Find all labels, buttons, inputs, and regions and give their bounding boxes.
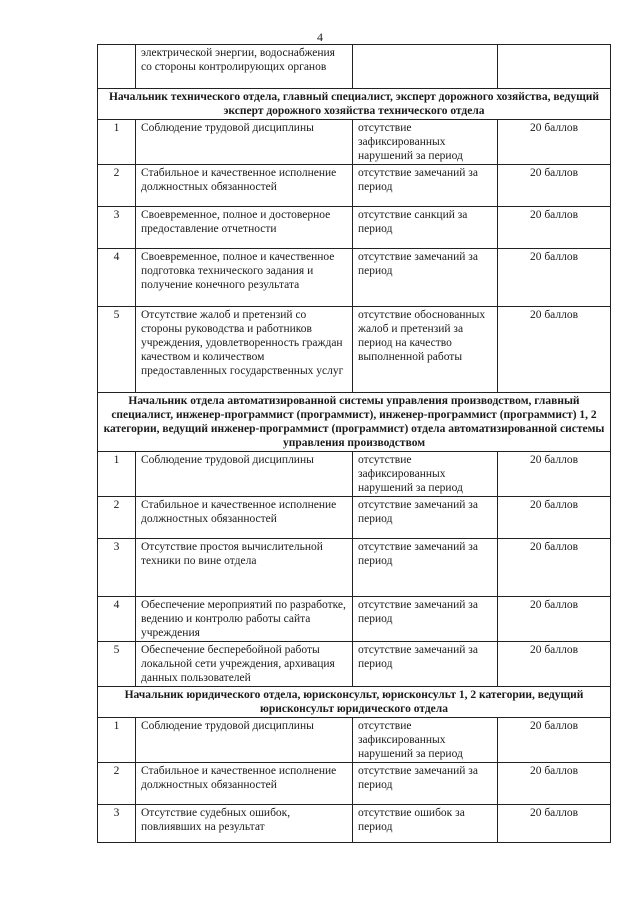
criterion-cell: Стабильное и качественное исполнение должностных обязанностей [136, 165, 353, 207]
section-title: Начальник технического отдела, главный специалист, эксперт дорожного хозяйства, ведущий эксперт дорожного хозяйства технического отдела [98, 89, 611, 120]
section-title: Начальник юридического отдела, юрисконсульт, юрисконсульт 1, 2 категории, ведущий юрисконсульт юридического отдела [98, 687, 611, 718]
row-number: 5 [98, 642, 136, 687]
criterion-cell: Отсутствие простоя вычислительной техники по вине отдела [136, 539, 353, 597]
condition-cell: отсутствие зафиксированных нарушений за период [353, 120, 498, 165]
table-row [98, 165, 611, 207]
condition-cell: отсутствие замечаний за период [353, 165, 498, 207]
page-number: 4 [317, 30, 323, 44]
table-row [98, 597, 611, 642]
row-number: 4 [98, 597, 136, 642]
condition-cell [353, 45, 498, 89]
criterion-cell: Стабильное и качественное исполнение должностных обязанностей [136, 763, 353, 805]
criterion-cell: Обеспечение бесперебойной работы локальной сети учреждения, архивация данных пользователей [136, 642, 353, 687]
table-row [98, 642, 611, 687]
row-number: 1 [98, 718, 136, 763]
score-cell [498, 45, 611, 89]
table-row [98, 805, 611, 843]
condition-cell: отсутствие обоснованных жалоб и претензий за период на качество выполненной работы [353, 307, 498, 393]
section-title: Начальник отдела автоматизированной системы управления производством, главный специалист, инженер-программист (программист), инженер-программист (программист) 1, 2 категории, ведущий инженер-программист (программист) отдела автоматизированной системы управления производством [98, 393, 611, 452]
criterion-cell: Соблюдение трудовой дисциплины [136, 718, 353, 763]
criterion-cell: Соблюдение трудовой дисциплины [136, 120, 353, 165]
table-row [98, 307, 611, 393]
score-cell: 20 баллов [498, 207, 611, 249]
table-row [98, 452, 611, 497]
condition-cell: отсутствие зафиксированных нарушений за период [353, 452, 498, 497]
condition-cell: отсутствие замечаний за период [353, 497, 498, 539]
section-header-row [98, 687, 611, 718]
score-cell: 20 баллов [498, 452, 611, 497]
row-number: 4 [98, 249, 136, 307]
table-row [98, 763, 611, 805]
criterion-cell: Отсутствие жалоб и претензий со стороны руководства и работников учреждения, удовлетворенность граждан качеством и количеством предоставленных государственных услуг [136, 307, 353, 393]
table-row [98, 497, 611, 539]
score-cell: 20 баллов [498, 497, 611, 539]
table-row [98, 249, 611, 307]
row-number: 5 [98, 307, 136, 393]
section-header-row [98, 89, 611, 120]
score-cell: 20 баллов [498, 307, 611, 393]
score-cell: 20 баллов [498, 120, 611, 165]
table-row [98, 207, 611, 249]
row-number: 3 [98, 805, 136, 843]
table-row [98, 120, 611, 165]
criterion-cell: Отсутствие судебных ошибок, повлиявших на результат [136, 805, 353, 843]
criteria-table-body [98, 45, 611, 843]
criterion-cell: Своевременное, полное и качественное подготовка технического задания и получение конечного результата [136, 249, 353, 307]
criterion-cell: Обеспечение мероприятий по разработке, ведению и контролю работы сайта учреждения [136, 597, 353, 642]
condition-cell: отсутствие санкций за период [353, 207, 498, 249]
criteria-table [97, 44, 611, 843]
criterion-cell: Стабильное и качественное исполнение должностных обязанностей [136, 497, 353, 539]
row-number: 2 [98, 497, 136, 539]
row-number: 3 [98, 207, 136, 249]
row-number: 1 [98, 452, 136, 497]
row-number: 3 [98, 539, 136, 597]
score-cell: 20 баллов [498, 165, 611, 207]
condition-cell: отсутствие зафиксированных нарушений за период [353, 718, 498, 763]
score-cell: 20 баллов [498, 805, 611, 843]
condition-cell: отсутствие замечаний за период [353, 642, 498, 687]
row-number [98, 45, 136, 89]
score-cell: 20 баллов [498, 642, 611, 687]
table-row [98, 718, 611, 763]
score-cell: 20 баллов [498, 249, 611, 307]
criterion-cell: Соблюдение трудовой дисциплины [136, 452, 353, 497]
row-number: 1 [98, 120, 136, 165]
score-cell: 20 баллов [498, 718, 611, 763]
table-row [98, 45, 611, 89]
condition-cell: отсутствие замечаний за период [353, 539, 498, 597]
condition-cell: отсутствие замечаний за период [353, 249, 498, 307]
condition-cell: отсутствие ошибок за период [353, 805, 498, 843]
row-number: 2 [98, 763, 136, 805]
condition-cell: отсутствие замечаний за период [353, 597, 498, 642]
score-cell: 20 баллов [498, 539, 611, 597]
table-row [98, 539, 611, 597]
condition-cell: отсутствие замечаний за период [353, 763, 498, 805]
score-cell: 20 баллов [498, 763, 611, 805]
criterion-cell: электрической энергии, водоснабжения со стороны контролирующих органов [136, 45, 353, 89]
section-header-row [98, 393, 611, 452]
score-cell: 20 баллов [498, 597, 611, 642]
criterion-cell: Своевременное, полное и достоверное предоставление отчетности [136, 207, 353, 249]
row-number: 2 [98, 165, 136, 207]
